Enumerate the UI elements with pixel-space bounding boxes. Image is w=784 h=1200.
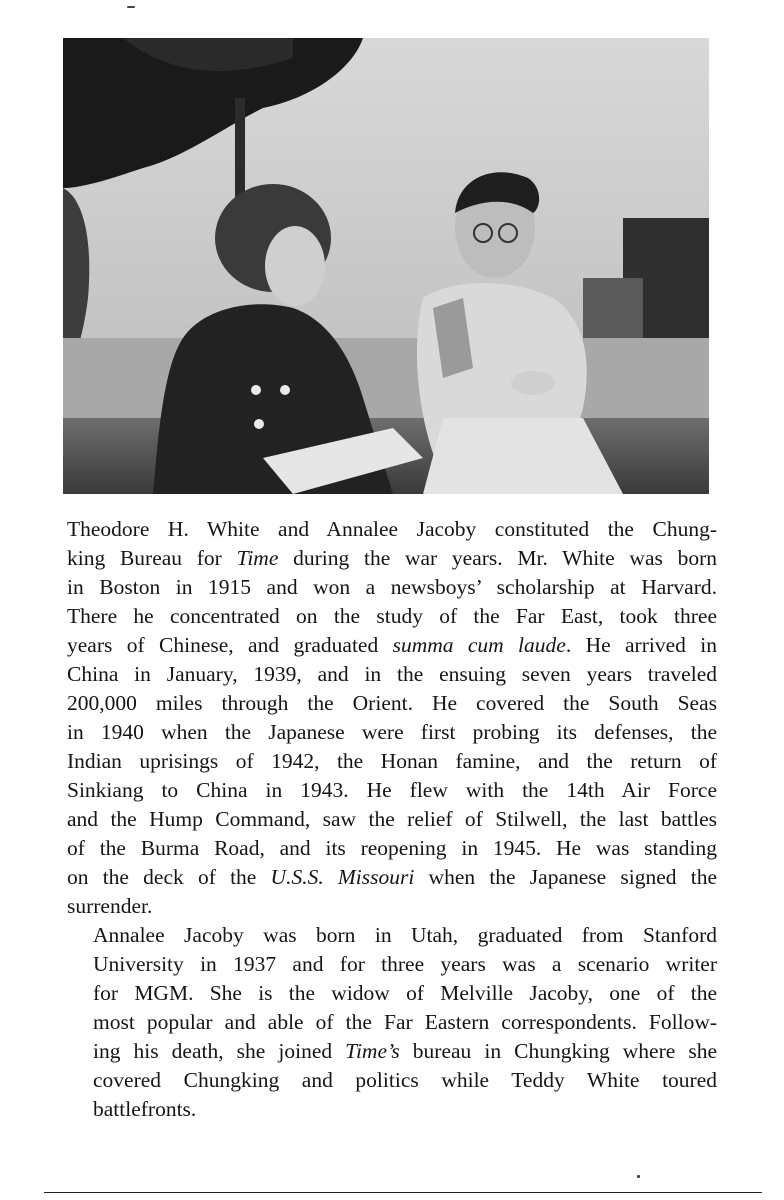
bio-line	[67, 979, 717, 1008]
bio-text-segment: and the Hump Command, saw the relief of Stilwell, the last battles	[67, 807, 717, 831]
bio-line	[67, 805, 717, 834]
biography-text	[67, 515, 717, 1124]
bio-line	[67, 1066, 717, 1095]
bio-line	[67, 950, 717, 979]
bio-text-segment: summa cum laude	[392, 633, 566, 657]
bio-text-segment: Time	[236, 546, 279, 570]
bio-text-segment: bureau in Chungking where she	[399, 1039, 717, 1063]
bio-line	[67, 1008, 717, 1037]
bio-line	[67, 892, 717, 921]
bio-text-segment: when the Japanese signed the	[414, 865, 718, 889]
bio-text-segment: during the war years. Mr. White was born	[278, 546, 717, 570]
bio-line	[67, 1037, 717, 1066]
print-speck	[637, 1175, 640, 1178]
bio-text-segment: U.S.S. Missouri	[270, 865, 415, 889]
bio-text-segment: China in January, 1939, and in the ensuing seven years traveled	[67, 662, 717, 686]
bio-line	[67, 747, 717, 776]
two-people-photo-icon	[63, 38, 709, 494]
bio-text-segment: 200,000 miles through the Orient. He covered the South Seas	[67, 691, 717, 715]
bottom-rule	[44, 1192, 762, 1193]
bio-text-segment: University in 1937 and for three years was a scenario writer	[93, 952, 717, 976]
author-photo	[63, 38, 709, 494]
bio-text-segment: Annalee Jacoby was born in Utah, graduated from Stanford	[93, 923, 717, 947]
bio-line	[67, 776, 717, 805]
bio-text-segment: on the deck of the	[67, 865, 271, 889]
bio-paragraph-white	[67, 515, 717, 921]
bio-line	[67, 718, 717, 747]
bio-text-segment: surrender.	[67, 894, 153, 918]
bio-text-segment: of the Burma Road, and its reopening in 1945. He was standing	[67, 836, 717, 860]
bio-line	[67, 631, 717, 660]
bio-text-segment: Indian uprisings of 1942, the Honan famine, and the return of	[67, 749, 717, 773]
bio-text-segment: ing his death, she joined	[93, 1039, 346, 1063]
bio-text-segment: Sinkiang to China in 1943. He flew with the 14th Air Force	[67, 778, 717, 802]
bio-line	[67, 863, 717, 892]
bio-text-segment: years of Chinese, and graduated	[67, 633, 393, 657]
bio-text-segment: in Boston in 1915 and won a newsboys’ scholarship at Harvard.	[67, 575, 717, 599]
bio-text-segment: There he concentrated on the study of the Far East, took three	[67, 604, 717, 628]
bio-text-segment: for MGM. She is the widow of Melville Jacoby, one of the	[93, 981, 717, 1005]
bio-text-segment: most popular and able of the Far Eastern correspondents. Follow-	[93, 1010, 717, 1034]
bio-line	[67, 834, 717, 863]
bio-line	[67, 1095, 717, 1124]
bio-line	[67, 921, 717, 950]
bio-text-segment: Theodore H. White and Annalee Jacoby constituted the Chung-	[67, 517, 717, 541]
bio-text-segment: Time’s	[345, 1039, 400, 1063]
bio-line	[67, 660, 717, 689]
bio-text-segment: covered Chungking and politics while Teddy White toured	[93, 1068, 717, 1092]
bio-line	[67, 689, 717, 718]
bio-text-segment: in 1940 when the Japanese were first probing its defenses, the	[67, 720, 717, 744]
print-speck	[127, 6, 135, 8]
bio-paragraph-jacoby	[67, 921, 717, 1124]
bio-text-segment: battlefronts.	[93, 1097, 197, 1121]
bio-line	[67, 544, 717, 573]
bio-text-segment: . He arrived in	[565, 633, 717, 657]
bio-line	[67, 602, 717, 631]
bio-text-segment: king Bureau for	[67, 546, 237, 570]
bio-line	[67, 573, 717, 602]
bio-line	[67, 515, 717, 544]
